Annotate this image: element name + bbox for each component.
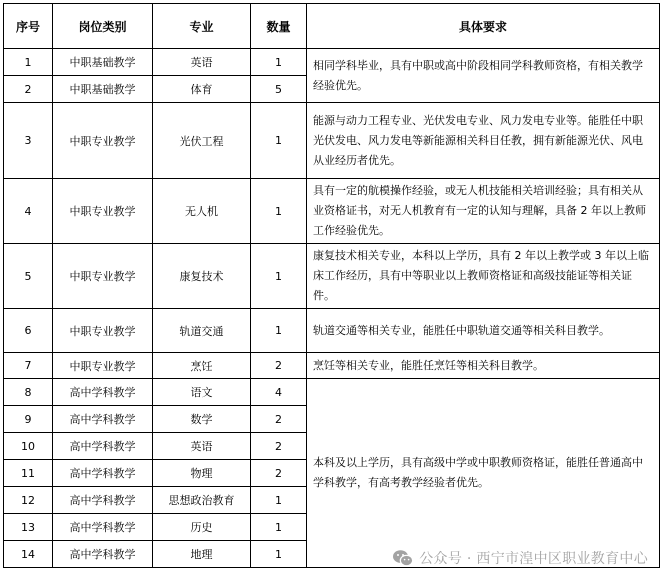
row-count: 1: [251, 541, 307, 568]
row-count: 2: [251, 406, 307, 433]
header-requirement: 具体要求: [307, 4, 660, 49]
row-count: 1: [251, 179, 307, 244]
row-no: 2: [4, 76, 53, 103]
row-no: 11: [4, 460, 53, 487]
row-category: 高中学科教学: [53, 487, 153, 514]
row-count: 2: [251, 353, 307, 379]
header-row: [4, 4, 660, 49]
row-category: 中职基础教学: [53, 49, 153, 76]
row-no: 12: [4, 487, 53, 514]
row-major: 无人机: [153, 179, 251, 244]
row-category: 中职基础教学: [53, 76, 153, 103]
requirement-cell: 烹饪等相关专业，能胜任烹饪等相关科目教学。: [307, 353, 660, 379]
row-count: 1: [251, 103, 307, 179]
row-major: 英语: [153, 49, 251, 76]
row-no: 7: [4, 353, 53, 379]
row-major: 语文: [153, 379, 251, 406]
row-major: 英语: [153, 433, 251, 460]
row-major: 光伏工程: [153, 103, 251, 179]
row-no: 14: [4, 541, 53, 568]
row-major: 物理: [153, 460, 251, 487]
row-count: 1: [251, 514, 307, 541]
row-major: 数学: [153, 406, 251, 433]
row-no: 4: [4, 179, 53, 244]
row-count: 2: [251, 433, 307, 460]
row-count: 5: [251, 76, 307, 103]
row-category: 中职专业教学: [53, 244, 153, 309]
row-category: 高中学科教学: [53, 541, 153, 568]
row-no: 9: [4, 406, 53, 433]
row-category: 中职专业教学: [53, 309, 153, 353]
row-category: 高中学科教学: [53, 433, 153, 460]
row-major: 轨道交通: [153, 309, 251, 353]
row-no: 10: [4, 433, 53, 460]
requirement-cell: 轨道交通等相关专业，能胜任中职轨道交通等相关科目教学。: [307, 309, 660, 353]
row-count: 1: [251, 244, 307, 309]
row-category: 高中学科教学: [53, 460, 153, 487]
header-category: 岗位类别: [53, 4, 153, 49]
requirement-cell: 具有一定的航模操作经验，或无人机技能相关培训经验；具有相关从业资格证书，对无人机教育有一定的认知与理解，具备 2 年以上教师工作经验优先。: [307, 179, 660, 244]
row-category: 中职专业教学: [53, 103, 153, 179]
row-category: 中职专业教学: [53, 179, 153, 244]
table-row: [4, 103, 660, 179]
row-no: 13: [4, 514, 53, 541]
watermark: [392, 548, 648, 568]
row-count: 1: [251, 309, 307, 353]
row-no: 3: [4, 103, 53, 179]
row-category: 高中学科教学: [53, 379, 153, 406]
requirement-cell: 康复技术相关专业，本科以上学历，具有 2 年以上教学或 3 年以上临床工作经历，具有中等职业以上教师资格证和高级技能证等相关证件。: [307, 244, 660, 309]
row-major: 地理: [153, 541, 251, 568]
row-major: 思想政治教育: [153, 487, 251, 514]
row-no: 5: [4, 244, 53, 309]
row-major: 体育: [153, 76, 251, 103]
row-major: 康复技术: [153, 244, 251, 309]
row-no: 1: [4, 49, 53, 76]
header-no: 序号: [4, 4, 53, 49]
wechat-icon: [392, 549, 414, 567]
row-category: 高中学科教学: [53, 514, 153, 541]
table-row: [4, 309, 660, 353]
row-count: 2: [251, 460, 307, 487]
table-row: [4, 379, 660, 406]
row-count: 1: [251, 487, 307, 514]
requirement-cell: 本科及以上学历，具有高级中学或中职教师资格证，能胜任普通高中学科教学，有高考教学经验者优先。: [307, 379, 660, 568]
header-count: 数量: [251, 4, 307, 49]
table-row: [4, 179, 660, 244]
recruitment-table: [3, 3, 660, 568]
row-count: 4: [251, 379, 307, 406]
row-no: 6: [4, 309, 53, 353]
row-major: 烹饪: [153, 353, 251, 379]
row-category: 中职专业教学: [53, 353, 153, 379]
watermark-text: 公众号 · 西宁市湟中区职业教育中心: [419, 551, 648, 567]
requirement-cell: 能源与动力工程专业、光伏发电专业、风力发电专业等。能胜任中职光伏发电、风力发电等新能源相关科目任教，拥有新能源光伏、风电从业经历者优先。: [307, 103, 660, 179]
row-major: 历史: [153, 514, 251, 541]
table-row: [4, 49, 660, 76]
table-row: [4, 244, 660, 309]
header-major: 专业: [153, 4, 251, 49]
row-count: 1: [251, 49, 307, 76]
requirement-cell: 相同学科毕业，具有中职或高中阶段相同学科教师资格，有相关教学经验优先。: [307, 49, 660, 103]
row-no: 8: [4, 379, 53, 406]
table-row: [4, 353, 660, 379]
row-category: 高中学科教学: [53, 406, 153, 433]
